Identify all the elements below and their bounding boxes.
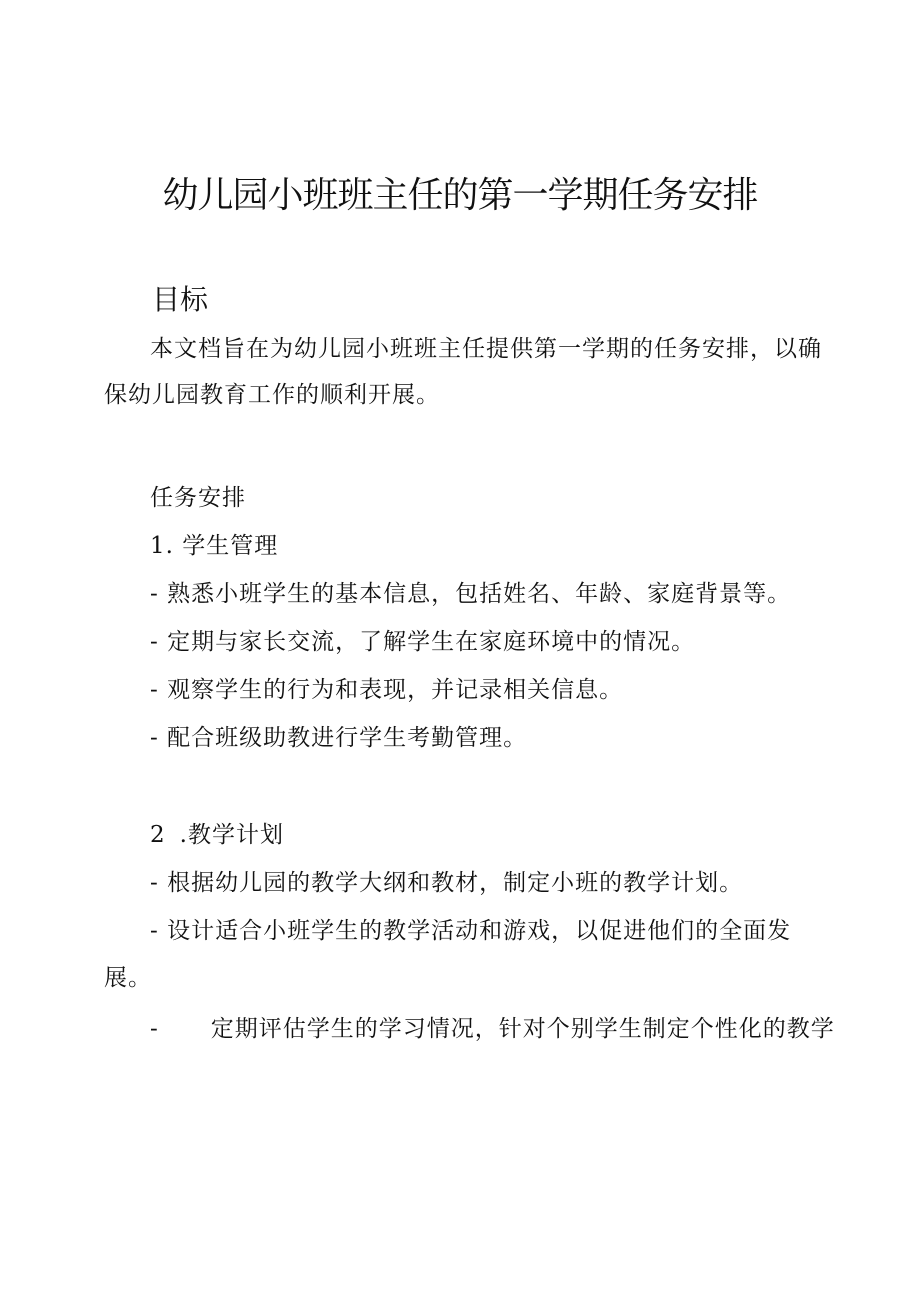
section-1-item-3: - 观察学生的行为和表现，并记录相关信息。	[150, 677, 624, 703]
intro-paragraph-line-2: 保幼儿园教育工作的顺利开展。	[104, 382, 440, 408]
section-2-item-3-dash: -	[150, 1016, 159, 1042]
section-1-item-1: - 熟悉小班学生的基本信息，包括姓名、年龄、家庭背景等。	[150, 581, 792, 607]
tasks-heading: 任务安排	[150, 485, 246, 511]
section-2-heading	[150, 824, 284, 847]
intro-paragraph-line-1: 本文档旨在为幼儿园小班班主任提供第一学期的任务安排，以确	[150, 336, 822, 362]
section-2-title: .教学计划	[179, 822, 284, 848]
goal-heading: 目标	[152, 283, 209, 316]
section-1-item-4: - 配合班级助教进行学生考勤管理。	[150, 725, 528, 751]
section-2-number: 2	[150, 822, 166, 848]
document-title: 幼儿园小班班主任的第一学期任务安排	[162, 175, 758, 216]
section-2-item-1: - 根据幼儿园的教学大纲和教材，制定小班的教学计划。	[150, 870, 744, 896]
section-2-item-2-line-2: 展。	[104, 965, 152, 991]
section-2-item-2-line-1: - 设计适合小班学生的教学活动和游戏，以促进他们的全面发	[150, 918, 792, 944]
section-2-item-3-text: 定期评估学生的学习情况，针对个别学生制定个性化的教学	[210, 1016, 835, 1042]
section-1-item-2: - 定期与家长交流，了解学生在家庭环境中的情况。	[150, 629, 696, 655]
section-1-heading: 1. 学生管理	[150, 533, 279, 559]
section-2-item-3	[150, 1018, 835, 1041]
